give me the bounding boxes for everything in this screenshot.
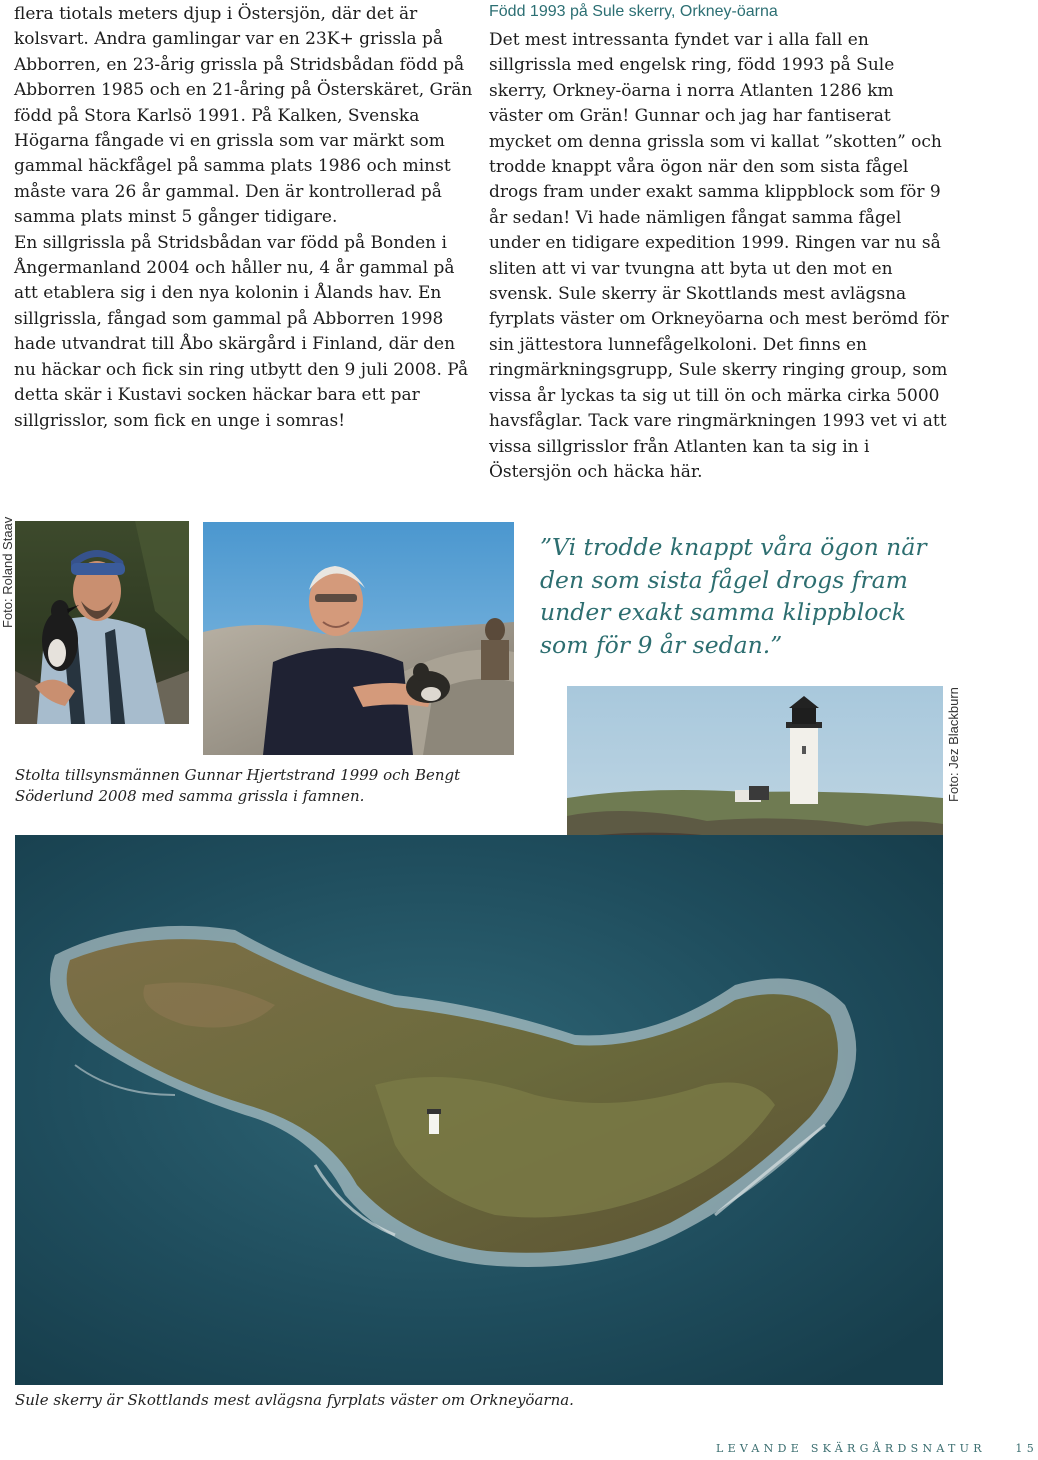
body-text-right-column: [489, 28, 951, 485]
paragraph: flera tiotals meters djup i Östersjön, där det är kolsvart. Andra gamlingar var en 23K+ grissla på Abborren, en 23-årig grissla på Stridsbådan född på Abborren 1985 och en 21-åring på Österskäret, Grän född på Stora Karlsö 1991. På Kalken, Svenska Högarna fångade vi en grissla som var märkt som gammal häckfågel på samma plats 1986 och minst måste vara 26 år gammal. Den är kontrollerad på samma plats minst 5 gånger tidigare.: [14, 4, 473, 228]
photo-bengt-image: [203, 522, 514, 755]
page-number: 15: [1015, 1442, 1038, 1455]
paragraph: En sillgrissla på Stridsbådan var född på Bonden i Ångermanland 2004 och håller nu, 4 år gammal på att etablera sig i den nya kolonin i Ålands hav. En sillgrissla, fångad som gammal på Abborren 1998 hade utvandrat till Åbo skärgård i Finland, där den nu häckar och fick sin ring utbytt den 9 juli 2008. På detta skär i Kustavi socken häckar bara ett par sillgrisslor, som fick en unge i somras!: [14, 232, 469, 431]
photo-aerial-image: [15, 835, 943, 1385]
paragraph: Det mest intressanta fyndet var i alla fall en sillgrissla med engelsk ring, född 1993 på Sule skerry, Orkney-öarna i norra Atlanten 1286 km väster om Grän! Gunnar och jag har fantiserat mycket om denna grissla som vi kallat ”skotten” och trodde knappt våra ögon när den som sista fågel drogs fram under exakt samma klippblock som för 9 år sedan! Vi hade nämligen fångat samma fågel under en tidigare expedition 1999. Ringen var nu så sliten att vi var tvungna att byta ut den mot en svensk. Sule skerry är Skottlands mest avlägsna fyrplats väster om Orkneyöarna och mest berömd för sin jättestora lunnefågelkoloni. Det finns en ringmärkningsgrupp, Sule skerry ringing group, som vissa år lyckas ta sig ut till ön och märka cirka 5000 havsfåglar. Tack vare ringmärkningen 1993 vet vi att vissa sillgrisslor från Atlanten kan ta sig in i Östersjön och häcka här.: [489, 30, 949, 482]
body-text-left-column: [14, 2, 476, 434]
page-footer: [716, 1442, 1038, 1455]
caption-aerial-photo: Sule skerry är Skottlands mest avlägsna fyrplats väster om Orkneyöarna.: [15, 1391, 574, 1409]
photo-credit-jez-blackburn: Foto: Jez Blackburn: [946, 687, 961, 802]
photo-gunnar-hjertstrand: [15, 521, 189, 724]
photo-gunnar-image: [15, 521, 189, 724]
caption-photos: Stolta tillsynsmännen Gunnar Hjertstrand 1999 och Bengt Söderlund 2008 med samma grissla i famnen.: [15, 766, 461, 805]
pull-quote: ”Vi trodde knappt våra ögon när den som sista fågel drogs fram under exakt samma klippblock som för 9 år sedan.”: [540, 533, 927, 659]
magazine-name: LEVANDE SKÄRGÅRDSNATUR: [716, 1442, 986, 1455]
photo-bengt-soderlund: [203, 522, 514, 755]
section-subheading: Född 1993 på Sule skerry, Orkney-öarna: [489, 3, 778, 20]
photo-aerial-sule-skerry: [15, 835, 943, 1385]
photo-credit-roland-staav: Foto: Roland Staav: [0, 516, 15, 628]
